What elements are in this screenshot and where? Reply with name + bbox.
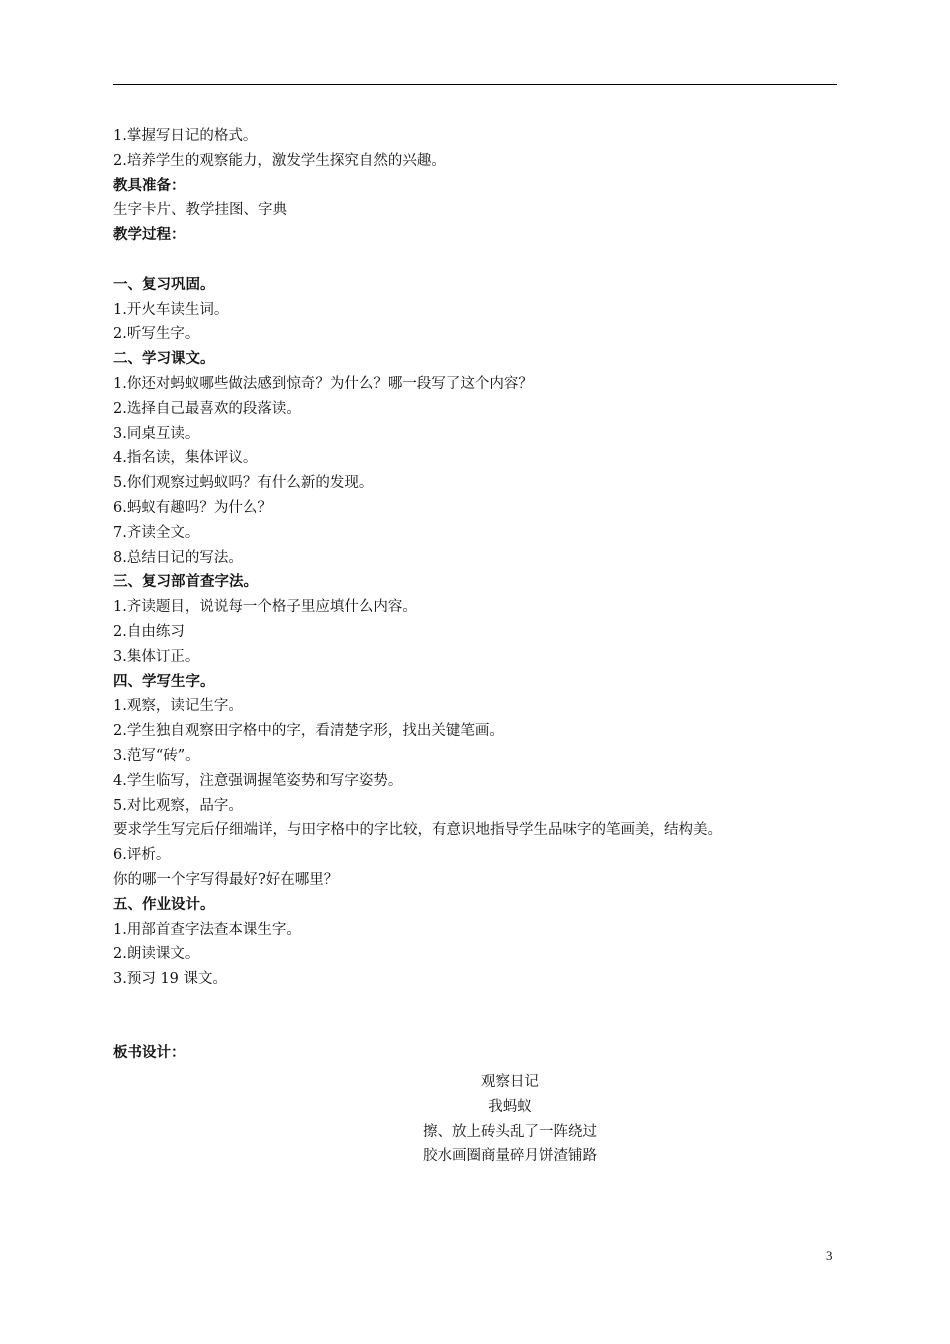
list-item: 2.朗读课文。: [113, 946, 200, 963]
list-item: 3.范写“砖”。: [113, 747, 200, 764]
list-item: 1.开火车读生词。: [113, 301, 229, 318]
board-line: 我蚂蚁: [488, 1098, 532, 1115]
list-item: 4.指名读，集体评议。: [113, 450, 258, 467]
list-item: 5.对比观察，品字。: [113, 797, 243, 814]
section-title: 二、学习课文。: [113, 350, 215, 368]
objective-1: 1.掌握写日记的格式。: [113, 128, 258, 144]
list-item: 你的哪一个字写得最好?好在哪里？: [113, 871, 339, 888]
spacer: [113, 992, 853, 1042]
list-item: 2.学生独自观察田字格中的字，看清楚字形，找出关键笔画。: [113, 723, 504, 740]
list-item: 7.齐读全文。: [113, 524, 200, 541]
tools-heading: 教具准备：: [113, 176, 186, 194]
list-item: 3.集体订正。: [113, 648, 200, 665]
list-item: 要求学生写完后仔细端详，与田字格中的字比较，有意识地指导学生品味字的笔画美，结构美。: [113, 822, 722, 839]
list-item: 1.观察，读记生字。: [113, 698, 243, 715]
list-item: 2.自由练习: [113, 623, 185, 640]
list-item: 3.预习 19 课文。: [113, 971, 228, 988]
list-item: 1.你还对蚂蚁哪些做法感到惊奇？为什么？哪一段写了这个内容？: [113, 375, 533, 392]
list-item: 8.总结日记的写法。: [113, 549, 243, 566]
section-title: 五、作业设计。: [113, 895, 215, 913]
list-item: 5.你们观察过蚂蚁吗？有什么新的发现。: [113, 475, 374, 492]
list-item: 2.选择自己最喜欢的段落读。: [113, 400, 301, 417]
board-line: 擦、放上砖头乱了一阵绕过: [423, 1123, 597, 1140]
list-item: 2.听写生字。: [113, 326, 200, 343]
list-item: 6.评析。: [113, 847, 171, 864]
page-number: 3: [826, 1248, 833, 1263]
spacer: [113, 248, 853, 273]
objective-2: 2.培养学生的观察能力，激发学生探究自然的兴趣。: [113, 152, 446, 169]
list-item: 6.蚂蚁有趣吗？为什么？: [113, 499, 272, 516]
section-title: 一、复习巩固。: [113, 275, 215, 293]
tools-text: 生字卡片、教学挂图、字典: [113, 202, 287, 219]
header-rule: [113, 84, 837, 85]
list-item: 1.用部首查字法查本课生字。: [113, 921, 301, 938]
section-title: 三、复习部首查字法。: [113, 573, 258, 591]
board-heading: 板书设计：: [113, 1044, 186, 1062]
list-item: 4.学生临写，注意强调握笔姿势和写字姿势。: [113, 772, 403, 789]
board-design: [113, 1070, 907, 1169]
process-heading: 教学过程：: [113, 226, 186, 244]
list-item: 1.齐读题目，说说每一个格子里应填什么内容。: [113, 599, 417, 616]
section-title: 四、学写生字。: [113, 672, 215, 690]
document-body: [113, 124, 853, 1066]
list-item: 3.同桌互读。: [113, 425, 200, 442]
board-line: 胶水画圈商量碎月饼渣铺路: [423, 1148, 597, 1165]
board-line: 观察日记: [481, 1074, 539, 1090]
